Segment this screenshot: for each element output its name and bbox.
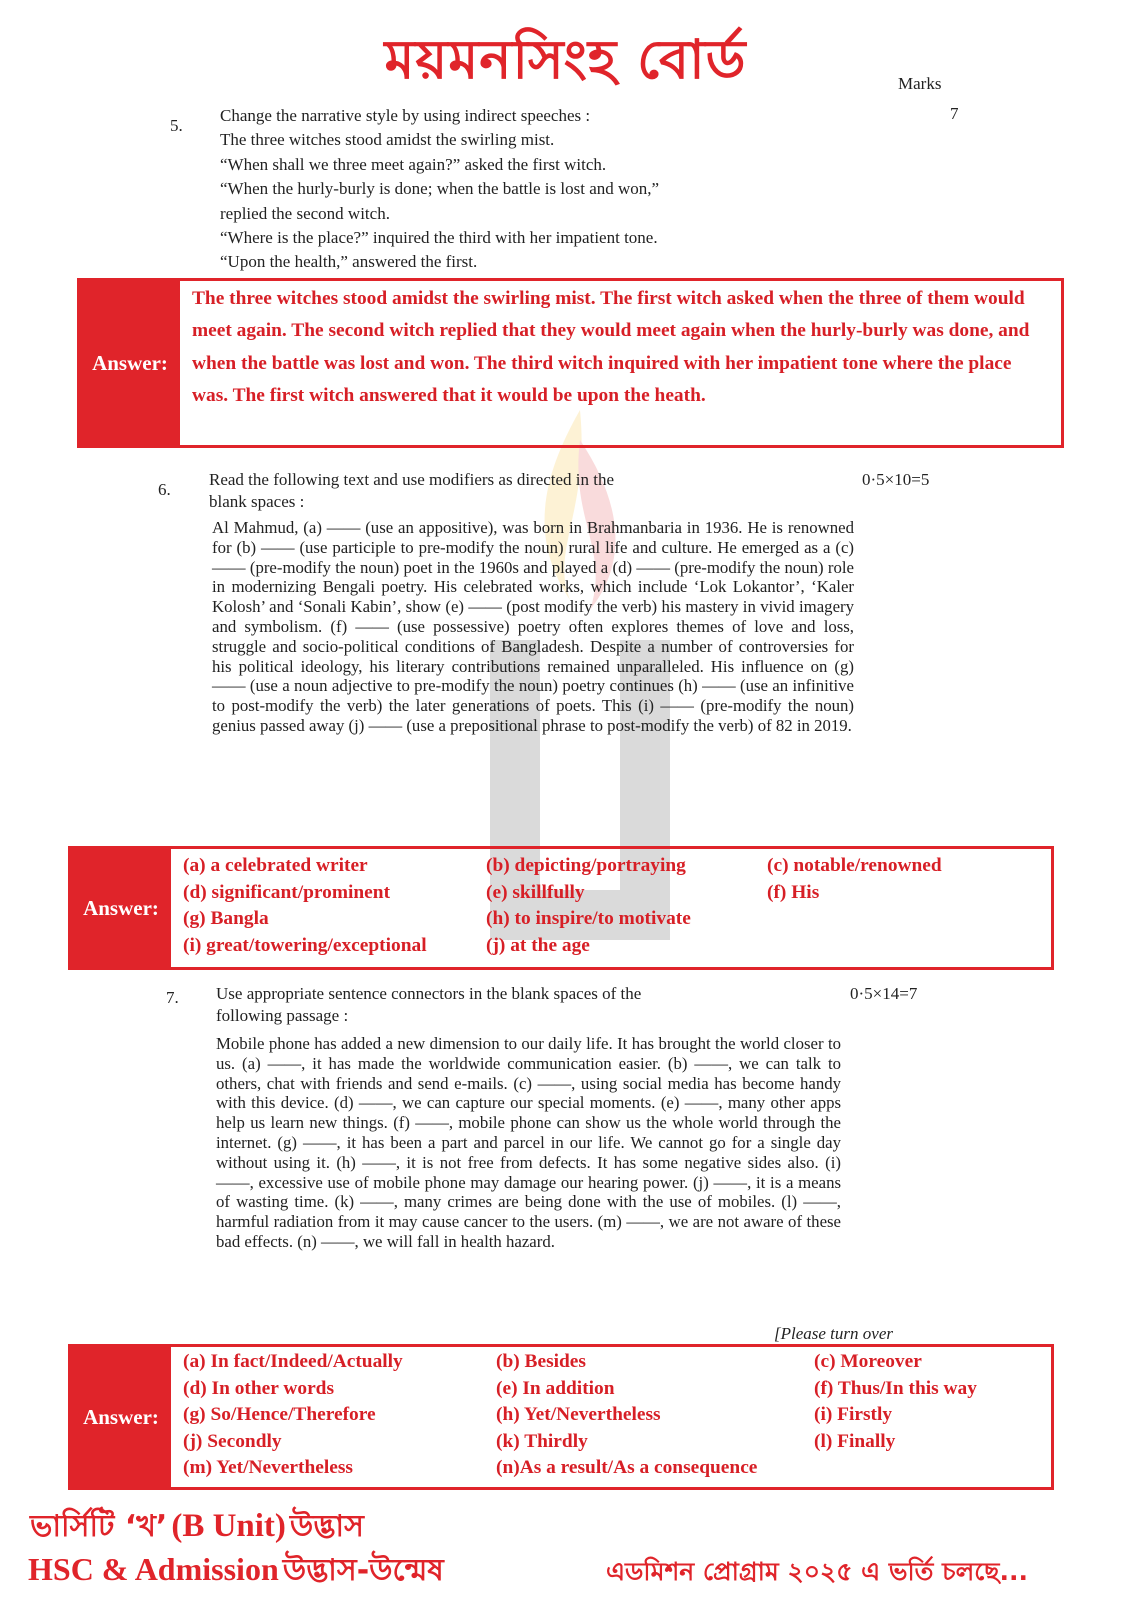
q5-line: The three witches stood amidst the swirling mist. bbox=[220, 130, 555, 150]
footer-line-2 bbox=[28, 1546, 444, 1597]
footer-admission-notice: এডমিশন প্রোগ্রাম ২০২৫ এ ভর্তি চলছে... bbox=[606, 1557, 1028, 1586]
q6-answer-grid bbox=[183, 855, 1047, 961]
answer-item: (m) Yet/Nevertheless bbox=[183, 1457, 353, 1479]
answer-item: (e) skillfully bbox=[486, 881, 585, 903]
answer-item bbox=[767, 935, 1047, 962]
please-turn-over: [Please turn over bbox=[774, 1324, 893, 1343]
answer-item: (b) Besides bbox=[496, 1351, 586, 1372]
answer-item: (f) His bbox=[767, 881, 820, 903]
footer-udvash: উদ্ভাস bbox=[289, 1509, 364, 1544]
q5-line: “Where is the place?” inquired the third with her impatient tone. bbox=[220, 228, 658, 248]
q6-answer-label: Answer: bbox=[71, 849, 171, 967]
q6-marks: 0·5×10=5 bbox=[862, 470, 930, 489]
q6-passage: Al Mahmud, (a) —— (use an appositive), was born in Brahmanbaria in 1936. He is renowned for (b) —— (use participle to pre-modify the noun) rural life and culture. He emerged as a (c) —— (pre-modify the noun) poet in the 1960s and played a (d) —— (pre-modify the noun) role in modernizing Bengali poetry. His celebrated works, which include ‘Lok Lokantor’, ‘Kaler Kolosh’ and ‘Sonali Kabin’, show (e) —— (post modify the verb) his mastery in vivid imagery and symbolism. (f) —— (use possessive) poetry often explores themes of love and loss, struggle and socio-political conditions of Bangladesh. Despite a number of controversies for his political ideology, his literary contributions remained unparalleled. His influence on (g) —— (use a noun adjective to pre-modify the noun) poetry continues (h) —— (use an infinitive to post-modify the verb) the later generations of poets. This (i) —— (pre-modify the noun) genius passed away (j) —— (use a prepositional phrase to post-modify the verb) of 82 in 2019. bbox=[212, 518, 854, 735]
answer-item: (e) In addition bbox=[496, 1377, 615, 1399]
answer-item: (j) at the age bbox=[486, 934, 590, 956]
q5-number: 5. bbox=[170, 116, 183, 135]
q7-passage: Mobile phone has added a new dimension to our daily life. It has brought the world closer to us. (a) ——, it has made the worldwide communication easier. (b) ——, we can talk to others, chat with friends and send e-mails. (c) ——, using social media has become handy with this device. (d) ——, we can capture our special moments. (e) ——, many other apps help us learn new things. (f) ——, mobile phone can show us the whole world through the internet. (g) ——, it has been a part and parcel in our life. We cannot go for a single day without using it. (h) ——, it is not free from defects. It has some negative sides also. (i) ——, excessive use of mobile phone may damage our hearing power. (j) ——, it is a means of wasting time. (k) ——, many crimes are being done with the use of mobiles. (l) ——, harmful radiation from it may cause cancer to the users. (m) ——, we are not aware of these bad effects. (n) ——, we will fall in health hazard. bbox=[216, 1034, 841, 1251]
footer-hsc-admission: HSC & Admission bbox=[28, 1551, 279, 1587]
q7-instruction: following passage : bbox=[216, 1006, 349, 1025]
answer-item: (i) great/towering/exceptional bbox=[183, 934, 427, 956]
q5-line: Change the narrative style by using indirect speeches : bbox=[220, 106, 591, 125]
answer-item: (g) Bangla bbox=[183, 908, 269, 930]
q5-answer-text: The three witches stood amidst the swirling mist. The first witch asked when the three of them would meet again. The second witch replied that they would meet again when the hurly-burly was done, and when the battle was lost and won. The third witch inquired with her impatient tone where the place was. The first witch answered that it would be upon the heath. bbox=[192, 288, 1030, 407]
q5-answer-box bbox=[77, 278, 1064, 448]
answer-item: (i) Firstly bbox=[814, 1404, 893, 1426]
q6-instruction: blank spaces : bbox=[209, 492, 305, 511]
q5-line: replied the second witch. bbox=[220, 203, 390, 223]
answer-item: (j) Secondly bbox=[183, 1430, 282, 1452]
answer-item: (b) depicting/portraying bbox=[486, 855, 686, 876]
answer-item bbox=[814, 1457, 1054, 1484]
footer-varsity-text: ভার্সিটি ‘খ’ bbox=[30, 1509, 168, 1544]
q6-number: 6. bbox=[158, 480, 171, 499]
answer-item: (a) In fact/Indeed/Actually bbox=[183, 1351, 403, 1372]
answer-item: (d) In other words bbox=[183, 1377, 335, 1399]
q7-answer-label: Answer: bbox=[71, 1347, 171, 1487]
q5-question bbox=[220, 104, 659, 275]
answer-item: (n)As a result/As a consequence bbox=[496, 1457, 758, 1479]
q5-line: “Upon the health,” answered the first. bbox=[220, 252, 478, 272]
answer-item: (g) So/Hence/Therefore bbox=[183, 1404, 376, 1426]
answer-item: (c) notable/renowned bbox=[767, 855, 942, 876]
answer-item: (k) Thirdly bbox=[496, 1430, 588, 1452]
marks-header: Marks bbox=[898, 74, 942, 93]
q7-marks: 0·5×14=7 bbox=[850, 984, 918, 1003]
answer-item: (h) to inspire/to motivate bbox=[486, 908, 691, 930]
q5-answer-label: Answer: bbox=[80, 281, 180, 445]
footer-udvash-unmesh: উদ্ভাস-উন্মেষ bbox=[282, 1553, 444, 1588]
answer-item: (f) Thus/In this way bbox=[814, 1377, 977, 1399]
q7-answer-box bbox=[68, 1344, 1054, 1490]
q5-line: “When the hurly-burly is done; when the battle is lost and won,” bbox=[220, 179, 660, 199]
q7-instruction: Use appropriate sentence connectors in the blank spaces of the bbox=[216, 984, 642, 1003]
answer-item: (h) Yet/Nevertheless bbox=[496, 1404, 661, 1426]
footer-b-unit: (B Unit) bbox=[171, 1508, 286, 1544]
page-title: ময়মনসিংহ বোর্ড bbox=[384, 28, 747, 91]
answer-item: (a) a celebrated writer bbox=[183, 855, 368, 876]
answer-item: (d) significant/prominent bbox=[183, 881, 391, 903]
answer-item: (c) Moreover bbox=[814, 1351, 922, 1372]
q6-instruction: Read the following text and use modifiers as directed in the bbox=[209, 470, 615, 489]
q7-answer-grid bbox=[183, 1351, 1054, 1484]
answer-item: (l) Finally bbox=[814, 1430, 896, 1452]
q5-marks: 7 bbox=[950, 104, 959, 123]
q7-number: 7. bbox=[166, 988, 179, 1007]
q6-answer-box bbox=[68, 846, 1054, 970]
q5-line: “When shall we three meet again?” asked the first witch. bbox=[220, 154, 607, 174]
answer-item bbox=[767, 908, 1047, 935]
